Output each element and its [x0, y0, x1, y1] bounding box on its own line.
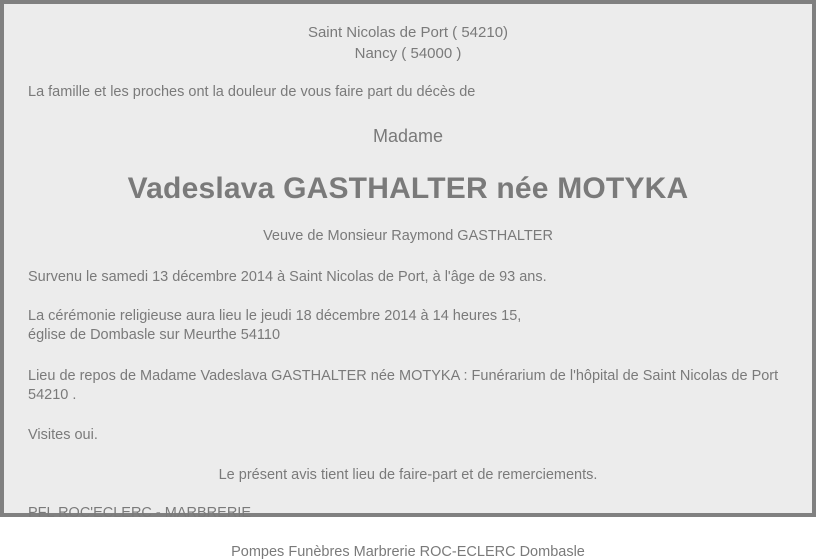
spouse-relation: Veuve de Monsieur Raymond GASTHALTER	[263, 228, 553, 244]
death-details: Survenu le samedi 13 décembre 2014 à Saint Nicolas de Port, à l'âge de 93 ans.	[28, 269, 547, 285]
company-name: PFL ROC'ECLERC - MARBRERIE	[28, 505, 251, 521]
ceremony-details	[28, 307, 788, 345]
ceremony-line-2: église de Dombasle sur Meurthe 54110	[28, 327, 281, 343]
location-block	[28, 22, 788, 64]
ceremony-line-1: La cérémonie religieuse aura lieu le jeudi 18 décembre 2014 à 14 heures 15,	[28, 308, 522, 324]
visits-info: Visites oui.	[28, 427, 98, 443]
honorific-title: Madame	[372, 126, 444, 146]
location-line-secondary: Nancy ( 54000 )	[354, 45, 462, 62]
resting-line-2: 54210 .	[28, 387, 77, 403]
location-line-primary: Saint Nicolas de Port ( 54210)	[307, 24, 509, 41]
resting-line-1: Lieu de repos de Madame Vadeslava GASTHALTER née MOTYKA : Funérarium de l'hôpital de Saint Nicolas de Port	[28, 368, 779, 384]
thanks-note: Le présent avis tient lieu de faire-part et de remerciements.	[218, 467, 598, 483]
announcement-intro: La famille et les proches ont la douleur de vous faire part du décès de	[28, 84, 476, 100]
deceased-name: Vadeslava GASTHALTER née MOTYKA	[127, 172, 689, 205]
funeral-home-name: Pompes Funèbres Marbrerie ROC-ECLERC Dombasle	[231, 544, 585, 560]
resting-place-details	[28, 367, 788, 405]
